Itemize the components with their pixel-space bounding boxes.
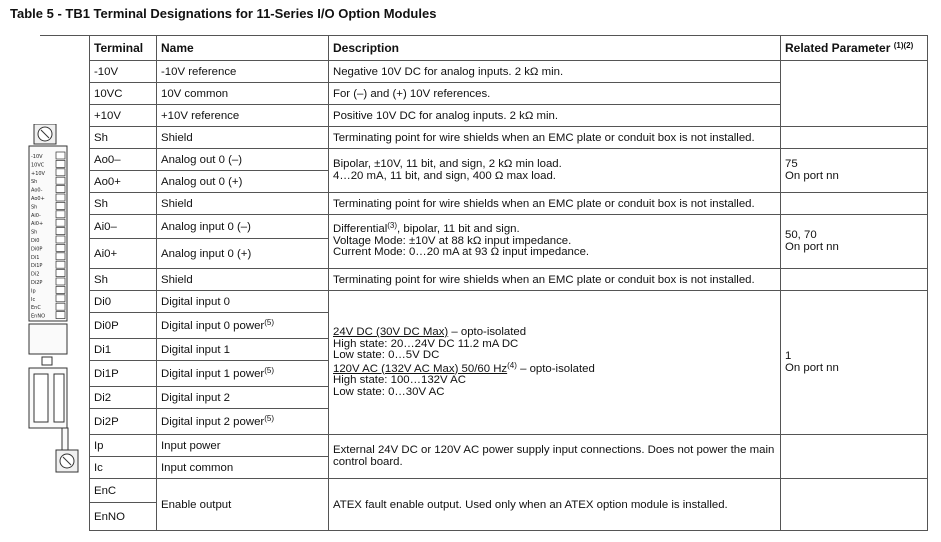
name-cell: 10V common	[157, 83, 329, 105]
terminal-slot	[56, 286, 65, 293]
description-cell	[329, 215, 781, 269]
table-row	[90, 61, 928, 83]
terminal-slot	[56, 236, 65, 243]
terminal-slot-label: Di0P	[31, 246, 43, 253]
terminal-cell: Ip	[90, 435, 157, 457]
terminal-cell: Di0	[90, 291, 157, 313]
name-cell: Digital input 2	[157, 387, 329, 409]
header-rule-left	[40, 35, 90, 60]
name-cell	[157, 409, 329, 435]
header-related-parameter	[781, 36, 928, 61]
desc-text: – opto-isolated	[516, 362, 595, 375]
name-cell: Analog out 0 (+)	[157, 171, 329, 193]
terminal-slot	[56, 152, 65, 159]
terminal-slot-label: Di2	[31, 271, 40, 278]
name-cell: Analog input 0 (–)	[157, 215, 329, 239]
terminal-slot	[56, 261, 65, 268]
table-row	[90, 193, 928, 215]
table-row	[90, 479, 928, 503]
desc-line: Bipolar, ±10V, 11 bit, and sign, 2 kΩ min load.	[333, 158, 562, 170]
terminal-slot-label: Ai0-	[31, 212, 41, 219]
description-cell: Terminating point for wire shields when an EMC plate or conduit box is not installed.	[329, 127, 781, 149]
terminal-slot-label: -10V	[31, 154, 43, 160]
terminal-slot-label: +10V	[31, 170, 45, 177]
name-cell: Analog out 0 (–)	[157, 149, 329, 171]
terminal-slot	[56, 202, 65, 209]
desc-text: 120V AC (132V AC Max) 50/60 Hz	[333, 362, 508, 375]
terminal-slot	[56, 270, 65, 277]
name-cell	[157, 361, 329, 387]
terminal-slot	[56, 194, 65, 201]
name-cell	[157, 313, 329, 339]
desc-text: , bipolar, 11 bit and sign.	[397, 223, 520, 236]
terminal-block-module-illustration	[26, 124, 80, 474]
description-cell: Positive 10V DC for analog inputs. 2 kΩ min.	[329, 105, 781, 127]
desc-line: Low state: 0…30V AC	[333, 385, 445, 398]
terminal-slot-label: Ao0-	[31, 187, 43, 194]
terminal-cell: Di1P	[90, 361, 157, 387]
terminal-cell: Ao0–	[90, 149, 157, 171]
header-related-footnote: (1)(2)	[893, 41, 914, 50]
desc-line: High state: 100…132V AC	[333, 374, 466, 386]
terminal-cell: Ai0+	[90, 239, 157, 269]
terminal-cell: Sh	[90, 127, 157, 149]
name-text: Digital input 0 power	[161, 319, 265, 332]
related-parameter-cell	[781, 435, 928, 479]
name-cell: Analog input 0 (+)	[157, 239, 329, 269]
related-parameter-cell	[781, 193, 928, 215]
terminal-slot	[56, 228, 65, 235]
terminal-cell: Ic	[90, 457, 157, 479]
terminal-slot-label: Di2P	[31, 280, 43, 286]
name-text: Digital input 1 power	[161, 367, 265, 380]
description-cell: ATEX fault enable output. Used only when an ATEX option module is installed.	[329, 479, 781, 531]
terminal-slot	[56, 303, 65, 310]
footnote: (5)	[264, 365, 274, 375]
header-related-text: Related Parameter	[785, 41, 891, 55]
terminal-slot	[56, 211, 65, 218]
description-cell: Terminating point for wire shields when an EMC plate or conduit box is not installed.	[329, 269, 781, 291]
terminal-cell: EnNO	[90, 503, 157, 531]
terminal-slot	[56, 186, 65, 193]
related-parameter-cell	[781, 61, 928, 127]
description-cell	[329, 149, 781, 193]
terminal-cell: Di2P	[90, 409, 157, 435]
param-port: On port nn	[785, 169, 839, 182]
terminal-cell: Ai0–	[90, 215, 157, 239]
footnote: (5)	[264, 317, 274, 327]
terminal-slot-label: Di1	[31, 254, 40, 261]
terminal-slot	[56, 219, 65, 226]
desc-text: Differential	[333, 223, 388, 236]
terminal-slot-label: Sh	[31, 204, 38, 211]
name-cell: Input power	[157, 435, 329, 457]
terminal-slot-label: EnC	[31, 305, 41, 312]
related-parameter-cell	[781, 215, 928, 269]
name-cell: -10V reference	[157, 61, 329, 83]
terminal-slot-label: Ao0+	[31, 196, 45, 202]
description-cell: Terminating point for wire shields when an EMC plate or conduit box is not installed.	[329, 193, 781, 215]
terminal-cell: +10V	[90, 105, 157, 127]
description-cell: For (–) and (+) 10V references.	[329, 83, 781, 105]
table-row	[90, 435, 928, 457]
name-cell: Digital input 0	[157, 291, 329, 313]
terminal-slot-label: Ip	[31, 288, 36, 295]
terminal-slot-label: Ai0+	[31, 221, 44, 228]
desc-line	[333, 327, 776, 339]
name-cell: Shield	[157, 193, 329, 215]
terminal-cell: Di2	[90, 387, 157, 409]
terminal-slot-label: EnNO	[31, 313, 46, 320]
terminal-slot	[56, 169, 65, 176]
name-cell: Input common	[157, 457, 329, 479]
table-row	[90, 215, 928, 239]
terminal-cell: Di0P	[90, 313, 157, 339]
terminal-slot	[56, 160, 65, 167]
table-row	[90, 149, 928, 171]
related-parameter-cell	[781, 127, 928, 149]
terminal-cell: Di1	[90, 339, 157, 361]
desc-line: Low state: 0…5V DC	[333, 349, 440, 361]
header-description: Description	[329, 36, 781, 61]
terminal-slot	[56, 312, 65, 319]
terminal-slot-label: Ic	[31, 296, 36, 303]
desc-line: High state: 20…24V DC 11.2 mA DC	[333, 337, 519, 350]
desc-line: Voltage Mode: ±10V at 88 kΩ input impedance.	[333, 234, 572, 247]
footnote: (5)	[264, 413, 274, 423]
terminal-cell: Sh	[90, 269, 157, 291]
footnote: (3)	[387, 221, 398, 231]
param-port: On port nn	[785, 240, 839, 253]
terminal-slot	[56, 244, 65, 251]
table-title: Table 5 - TB1 Terminal Designations for 11-Series I/O Option Modules	[10, 6, 437, 21]
desc-line: Current Mode: 0…20 mA at 93 Ω input impedance.	[333, 246, 590, 259]
description-cell: External 24V DC or 120V AC power supply input connections. Does not power the main control board.	[329, 435, 781, 479]
desc-text: 24V DC (30V DC Max)	[333, 326, 449, 338]
terminal-slot-label: Di1P	[31, 263, 43, 270]
name-text: Digital input 2 power	[161, 415, 265, 428]
table-row	[90, 269, 928, 291]
description-cell	[329, 291, 781, 435]
table-header-row	[90, 36, 928, 61]
desc-text: – opto-isolated	[448, 326, 527, 338]
related-parameter-cell	[781, 291, 928, 435]
footnote: (4)	[507, 360, 517, 370]
table-row	[90, 291, 928, 313]
terminal-slot	[56, 295, 65, 302]
terminal-cell: Sh	[90, 193, 157, 215]
name-cell: Enable output	[157, 479, 329, 531]
name-cell: Shield	[157, 127, 329, 149]
param-value: 50, 70	[785, 229, 817, 241]
terminal-slot	[56, 278, 65, 285]
description-cell: Negative 10V DC for analog inputs. 2 kΩ min.	[329, 61, 781, 83]
param-port: On port nn	[785, 361, 839, 374]
header-terminal: Terminal	[90, 36, 157, 61]
terminal-cell: 10VC	[90, 83, 157, 105]
terminal-slot	[56, 177, 65, 184]
terminal-cell: Ao0+	[90, 171, 157, 193]
related-parameter-cell	[781, 149, 928, 193]
desc-line: 4…20 mA, 11 bit, and sign, 400 Ω max load.	[333, 169, 556, 182]
terminal-cell: EnC	[90, 479, 157, 503]
terminal-slot-label: Sh	[31, 229, 38, 236]
name-cell: Shield	[157, 269, 329, 291]
name-cell: +10V reference	[157, 105, 329, 127]
name-cell: Digital input 1	[157, 339, 329, 361]
terminal-slot-label: Sh	[31, 179, 38, 186]
table-row	[90, 127, 928, 149]
terminal-slot-label: Di0	[31, 238, 40, 244]
related-parameter-cell	[781, 479, 928, 531]
terminal-designations-table	[89, 35, 928, 531]
related-parameter-cell	[781, 269, 928, 291]
terminal-cell: -10V	[90, 61, 157, 83]
terminal-slot	[56, 253, 65, 260]
param-value: 1	[785, 350, 792, 362]
header-name: Name	[157, 36, 329, 61]
param-value: 75	[785, 158, 798, 170]
terminal-slot-label: 10VC	[31, 162, 45, 169]
